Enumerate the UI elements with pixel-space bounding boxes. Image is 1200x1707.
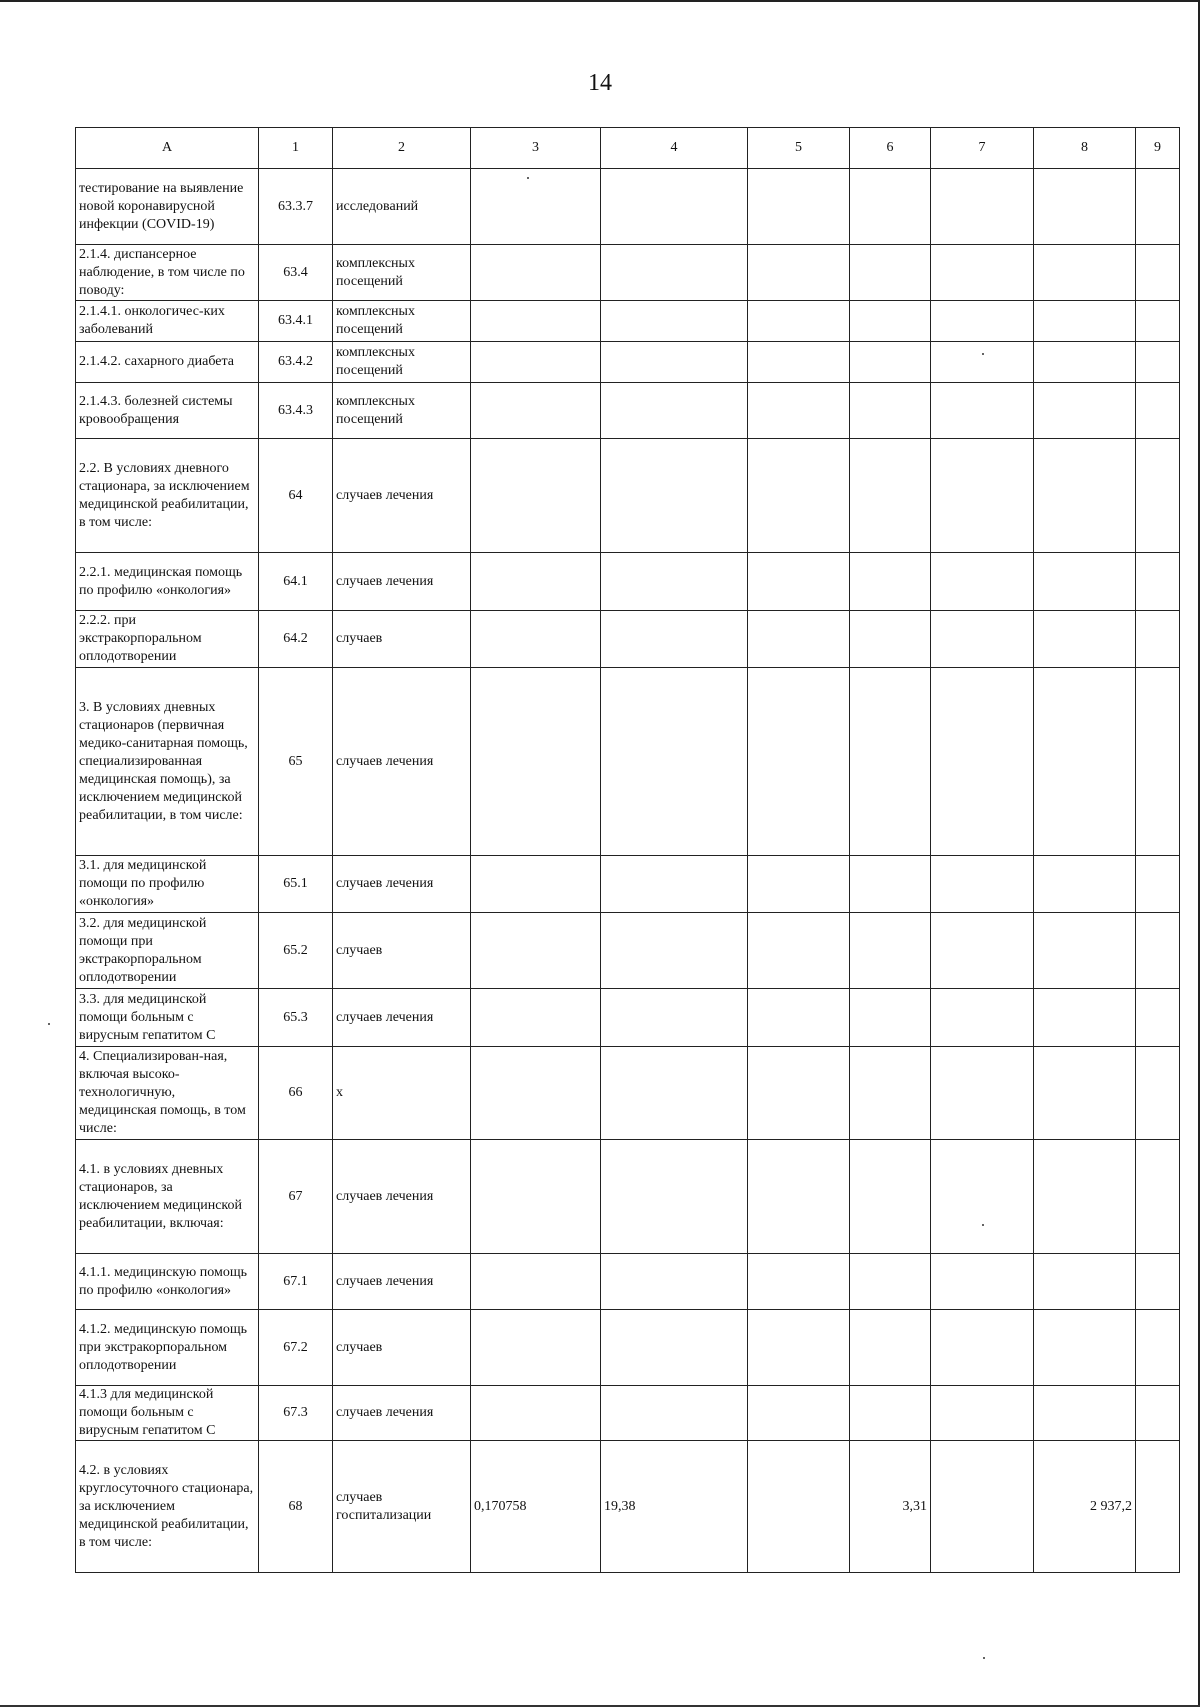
table-row bbox=[76, 611, 1180, 668]
table-cell-col-8 bbox=[1034, 383, 1136, 439]
table-cell-col-a: 2.1.4.1. онкологичес-ких заболеваний bbox=[76, 301, 259, 342]
table-cell-col-9 bbox=[1136, 668, 1180, 856]
header-cell: 7 bbox=[931, 128, 1034, 169]
header-cell: А bbox=[76, 128, 259, 169]
table-cell-col-3 bbox=[471, 989, 601, 1047]
table-cell-col-8 bbox=[1034, 1310, 1136, 1386]
table-cell-col-6 bbox=[850, 245, 931, 301]
table-cell-col-6 bbox=[850, 383, 931, 439]
table-cell-col-2: случаев лечения bbox=[333, 439, 471, 553]
table-cell-col-2: случаев лечения bbox=[333, 856, 471, 913]
table-cell-col-1: 65 bbox=[259, 668, 333, 856]
table-cell-col-4 bbox=[601, 1386, 748, 1441]
table-cell-col-a: 3. В условиях дневных стационаров (первичная медико-санитарная помощь, специализированная медицинская помощь), за исключением медицинской реабилитации, в том числе: bbox=[76, 668, 259, 856]
table-cell-col-5 bbox=[748, 383, 850, 439]
table-cell-col-3 bbox=[471, 913, 601, 989]
table-cell-col-7 bbox=[931, 245, 1034, 301]
table-cell-col-7 bbox=[931, 611, 1034, 668]
table-cell-col-8 bbox=[1034, 301, 1136, 342]
table-cell-col-1: 63.4.1 bbox=[259, 301, 333, 342]
table-cell-col-1: 67.1 bbox=[259, 1254, 333, 1310]
table-body bbox=[76, 169, 1180, 1573]
table-header-row bbox=[76, 128, 1180, 169]
table-cell-col-5 bbox=[748, 439, 850, 553]
table-cell-col-a: 2.2.1. медицинская помощь по профилю «онкология» bbox=[76, 553, 259, 611]
table-cell-col-3 bbox=[471, 1386, 601, 1441]
table-cell-col-8 bbox=[1034, 913, 1136, 989]
table-cell-col-5 bbox=[748, 856, 850, 913]
table-cell-col-9 bbox=[1136, 989, 1180, 1047]
table-cell-col-3: 0,170758 bbox=[471, 1441, 601, 1573]
table-cell-col-3 bbox=[471, 1310, 601, 1386]
table-cell-col-8 bbox=[1034, 553, 1136, 611]
table-cell-col-1: 63.3.7 bbox=[259, 169, 333, 245]
table-row bbox=[76, 553, 1180, 611]
table-cell-col-7 bbox=[931, 1441, 1034, 1573]
table-cell-col-8 bbox=[1034, 169, 1136, 245]
table-cell-col-7 bbox=[931, 668, 1034, 856]
table-cell-col-6 bbox=[850, 611, 931, 668]
table-cell-col-7 bbox=[931, 989, 1034, 1047]
table-row bbox=[76, 301, 1180, 342]
table-cell-col-5 bbox=[748, 301, 850, 342]
table-cell-col-1: 67 bbox=[259, 1140, 333, 1254]
table-cell-col-4 bbox=[601, 553, 748, 611]
table-cell-col-2: случаев лечения bbox=[333, 1386, 471, 1441]
header-cell: 9 bbox=[1136, 128, 1180, 169]
table-cell-col-8 bbox=[1034, 989, 1136, 1047]
table-cell-col-1: 66 bbox=[259, 1047, 333, 1140]
table-cell-col-3 bbox=[471, 1140, 601, 1254]
table-row bbox=[76, 913, 1180, 989]
table-row bbox=[76, 1047, 1180, 1140]
table-cell-col-9 bbox=[1136, 1254, 1180, 1310]
table-cell-col-5 bbox=[748, 342, 850, 383]
table-cell-col-5 bbox=[748, 553, 850, 611]
table-cell-col-6 bbox=[850, 1386, 931, 1441]
table-cell-col-3 bbox=[471, 553, 601, 611]
table-row bbox=[76, 668, 1180, 856]
table-cell-col-5 bbox=[748, 1441, 850, 1573]
table-cell-col-6 bbox=[850, 553, 931, 611]
table-cell-col-9 bbox=[1136, 245, 1180, 301]
table-cell-col-7 bbox=[931, 1047, 1034, 1140]
page-number: 14 bbox=[588, 70, 612, 96]
table-cell-col-3 bbox=[471, 169, 601, 245]
table-cell-col-7 bbox=[931, 383, 1034, 439]
table-cell-col-9 bbox=[1136, 383, 1180, 439]
table-cell-col-4 bbox=[601, 856, 748, 913]
table-cell-col-4 bbox=[601, 439, 748, 553]
table-cell-col-a: 2.2. В условиях дневного стационара, за исключением медицинской реабилитации, в том числе: bbox=[76, 439, 259, 553]
table-cell-col-6 bbox=[850, 1310, 931, 1386]
table-cell-col-a: 3.3. для медицинской помощи больным с вирусным гепатитом С bbox=[76, 989, 259, 1047]
table-cell-col-9 bbox=[1136, 856, 1180, 913]
table-cell-col-9 bbox=[1136, 301, 1180, 342]
header-cell: 3 bbox=[471, 128, 601, 169]
table-cell-col-a: 4. Специализирован-ная, включая высоко-технологичную, медицинская помощь, в том числе: bbox=[76, 1047, 259, 1140]
table-cell-col-6 bbox=[850, 913, 931, 989]
table-cell-col-7 bbox=[931, 342, 1034, 383]
table-cell-col-a: 2.1.4.2. сахарного диабета bbox=[76, 342, 259, 383]
table-cell-col-6 bbox=[850, 1140, 931, 1254]
table-cell-col-8 bbox=[1034, 342, 1136, 383]
table-cell-col-2: случаев лечения bbox=[333, 668, 471, 856]
table-cell-col-2: случаев лечения bbox=[333, 1254, 471, 1310]
table-cell-col-a: 3.2. для медицинской помощи при экстракорпоральном оплодотворении bbox=[76, 913, 259, 989]
table-cell-col-3 bbox=[471, 1047, 601, 1140]
table-cell-col-8 bbox=[1034, 1386, 1136, 1441]
table-cell-col-4 bbox=[601, 383, 748, 439]
table-cell-col-4 bbox=[601, 668, 748, 856]
table-row bbox=[76, 383, 1180, 439]
table-cell-col-5 bbox=[748, 989, 850, 1047]
table-cell-col-4 bbox=[601, 1140, 748, 1254]
table-cell-col-2: случаев лечения bbox=[333, 1140, 471, 1254]
table-cell-col-a: 3.1. для медицинской помощи по профилю «онкология» bbox=[76, 856, 259, 913]
table-cell-col-7 bbox=[931, 913, 1034, 989]
table-row bbox=[76, 1441, 1180, 1573]
header-cell: 1 bbox=[259, 128, 333, 169]
table-cell-col-4: 19,38 bbox=[601, 1441, 748, 1573]
table-cell-col-2: х bbox=[333, 1047, 471, 1140]
table-row bbox=[76, 439, 1180, 553]
table-cell-col-3 bbox=[471, 245, 601, 301]
table-cell-col-a: 4.1.1. медицинскую помощь по профилю «онкология» bbox=[76, 1254, 259, 1310]
table-cell-col-6 bbox=[850, 668, 931, 856]
header-cell: 2 bbox=[333, 128, 471, 169]
table-cell-col-2: комплексных посещений bbox=[333, 301, 471, 342]
table-cell-col-5 bbox=[748, 913, 850, 989]
table-cell-col-4 bbox=[601, 611, 748, 668]
table-cell-col-2: исследований bbox=[333, 169, 471, 245]
table-cell-col-8 bbox=[1034, 1047, 1136, 1140]
table-cell-col-5 bbox=[748, 169, 850, 245]
table-cell-col-a: 2.1.4.3. болезней системы кровообращения bbox=[76, 383, 259, 439]
table-cell-col-6 bbox=[850, 856, 931, 913]
table-cell-col-6 bbox=[850, 169, 931, 245]
table-cell-col-9 bbox=[1136, 1047, 1180, 1140]
table-cell-col-9 bbox=[1136, 553, 1180, 611]
table-cell-col-9 bbox=[1136, 169, 1180, 245]
table-cell-col-6 bbox=[850, 1254, 931, 1310]
table-cell-col-1: 65.2 bbox=[259, 913, 333, 989]
table-cell-col-6 bbox=[850, 1047, 931, 1140]
table-cell-col-a: 2.1.4. диспансерное наблюдение, в том числе по поводу: bbox=[76, 245, 259, 301]
table-cell-col-a: 4.1.3 для медицинской помощи больным с вирусным гепатитом С bbox=[76, 1386, 259, 1441]
table-cell-col-7 bbox=[931, 169, 1034, 245]
table-cell-col-1: 68 bbox=[259, 1441, 333, 1573]
table-cell-col-8 bbox=[1034, 856, 1136, 913]
table-cell-col-5 bbox=[748, 611, 850, 668]
table-cell-col-2: случаев лечения bbox=[333, 989, 471, 1047]
table-cell-col-5 bbox=[748, 1254, 850, 1310]
table-cell-col-2: комплексных посещений bbox=[333, 383, 471, 439]
table-cell-col-9 bbox=[1136, 611, 1180, 668]
table-cell-col-2: случаев bbox=[333, 611, 471, 668]
table-cell-col-3 bbox=[471, 383, 601, 439]
table-cell-col-3 bbox=[471, 611, 601, 668]
table-cell-col-1: 67.3 bbox=[259, 1386, 333, 1441]
table-cell-col-5 bbox=[748, 245, 850, 301]
table-cell-col-9 bbox=[1136, 1441, 1180, 1573]
table-cell-col-a: 4.1. в условиях дневных стационаров, за исключением медицинской реабилитации, включая: bbox=[76, 1140, 259, 1254]
table-cell-col-5 bbox=[748, 1386, 850, 1441]
table-cell-col-1: 65.1 bbox=[259, 856, 333, 913]
table-cell-col-4 bbox=[601, 245, 748, 301]
table-cell-col-4 bbox=[601, 1310, 748, 1386]
table-cell-col-9 bbox=[1136, 342, 1180, 383]
table-cell-col-4 bbox=[601, 342, 748, 383]
table-cell-col-4 bbox=[601, 913, 748, 989]
table-cell-col-7 bbox=[931, 1310, 1034, 1386]
header-cell: 8 bbox=[1034, 128, 1136, 169]
table-cell-col-2: комплексных посещений bbox=[333, 245, 471, 301]
scan-speck bbox=[527, 177, 529, 179]
table-cell-col-8 bbox=[1034, 1140, 1136, 1254]
table-cell-col-4 bbox=[601, 1047, 748, 1140]
table-cell-col-3 bbox=[471, 856, 601, 913]
table-cell-col-3 bbox=[471, 439, 601, 553]
table-cell-col-9 bbox=[1136, 1310, 1180, 1386]
table-cell-col-8 bbox=[1034, 1254, 1136, 1310]
table-cell-col-4 bbox=[601, 301, 748, 342]
table-cell-col-6 bbox=[850, 989, 931, 1047]
table-row bbox=[76, 856, 1180, 913]
scan-speck bbox=[983, 1657, 985, 1659]
table-cell-col-7 bbox=[931, 439, 1034, 553]
table-cell-col-1: 63.4.3 bbox=[259, 383, 333, 439]
header-cell: 6 bbox=[850, 128, 931, 169]
table-cell-col-7 bbox=[931, 856, 1034, 913]
table-cell-col-7 bbox=[931, 1140, 1034, 1254]
table-row bbox=[76, 989, 1180, 1047]
table-cell-col-6: 3,31 bbox=[850, 1441, 931, 1573]
table-cell-col-8 bbox=[1034, 668, 1136, 856]
table-row bbox=[76, 342, 1180, 383]
table-cell-col-9 bbox=[1136, 1386, 1180, 1441]
scan-speck bbox=[48, 1023, 50, 1025]
table-cell-col-a: 4.2. в условиях круглосуточного стационара, за исключением медицинской реабилитации, в том числе: bbox=[76, 1441, 259, 1573]
table-cell-col-3 bbox=[471, 342, 601, 383]
table-cell-col-7 bbox=[931, 553, 1034, 611]
table-cell-col-4 bbox=[601, 169, 748, 245]
table-cell-col-2: случаев bbox=[333, 913, 471, 989]
table-cell-col-a: 4.1.2. медицинскую помощь при экстракорпоральном оплодотворении bbox=[76, 1310, 259, 1386]
header-cell: 4 bbox=[601, 128, 748, 169]
table-cell-col-5 bbox=[748, 1140, 850, 1254]
table-cell-col-9 bbox=[1136, 439, 1180, 553]
table-cell-col-6 bbox=[850, 301, 931, 342]
table-cell-col-2: случаев лечения bbox=[333, 553, 471, 611]
table-cell-col-5 bbox=[748, 1047, 850, 1140]
table-row bbox=[76, 1140, 1180, 1254]
table-cell-col-1: 67.2 bbox=[259, 1310, 333, 1386]
table-cell-col-7 bbox=[931, 1254, 1034, 1310]
table-row bbox=[76, 1386, 1180, 1441]
table-cell-col-1: 63.4 bbox=[259, 245, 333, 301]
table-cell-col-1: 64 bbox=[259, 439, 333, 553]
table-cell-col-3 bbox=[471, 301, 601, 342]
table-cell-col-8 bbox=[1034, 245, 1136, 301]
scan-speck bbox=[982, 353, 984, 355]
scan-edge-top bbox=[0, 0, 1200, 2]
table-cell-col-7 bbox=[931, 1386, 1034, 1441]
table-cell-col-1: 64.2 bbox=[259, 611, 333, 668]
header-cell: 5 bbox=[748, 128, 850, 169]
table-cell-col-3 bbox=[471, 1254, 601, 1310]
table-row bbox=[76, 1254, 1180, 1310]
table-cell-col-8 bbox=[1034, 611, 1136, 668]
table-cell-col-a: тестирование на выявление новой коронавирусной инфекции (COVID-19) bbox=[76, 169, 259, 245]
table-cell-col-a: 2.2.2. при экстракорпоральном оплодотворении bbox=[76, 611, 259, 668]
table-row bbox=[76, 245, 1180, 301]
table-cell-col-9 bbox=[1136, 913, 1180, 989]
table-cell-col-7 bbox=[931, 301, 1034, 342]
table-cell-col-2: случаев госпитализации bbox=[333, 1441, 471, 1573]
table-cell-col-8: 2 937,2 bbox=[1034, 1441, 1136, 1573]
table-cell-col-1: 63.4.2 bbox=[259, 342, 333, 383]
table-cell-col-5 bbox=[748, 668, 850, 856]
table-cell-col-4 bbox=[601, 1254, 748, 1310]
scan-speck bbox=[982, 1224, 984, 1226]
table-cell-col-4 bbox=[601, 989, 748, 1047]
table-row bbox=[76, 169, 1180, 245]
table-cell-col-6 bbox=[850, 342, 931, 383]
table-cell-col-1: 65.3 bbox=[259, 989, 333, 1047]
table-row bbox=[76, 1310, 1180, 1386]
report-table bbox=[75, 127, 1180, 1573]
table-cell-col-1: 64.1 bbox=[259, 553, 333, 611]
table-cell-col-5 bbox=[748, 1310, 850, 1386]
table-cell-col-6 bbox=[850, 439, 931, 553]
table-cell-col-2: комплексных посещений bbox=[333, 342, 471, 383]
table-cell-col-9 bbox=[1136, 1140, 1180, 1254]
table-cell-col-3 bbox=[471, 668, 601, 856]
table-cell-col-2: случаев bbox=[333, 1310, 471, 1386]
table-cell-col-8 bbox=[1034, 439, 1136, 553]
